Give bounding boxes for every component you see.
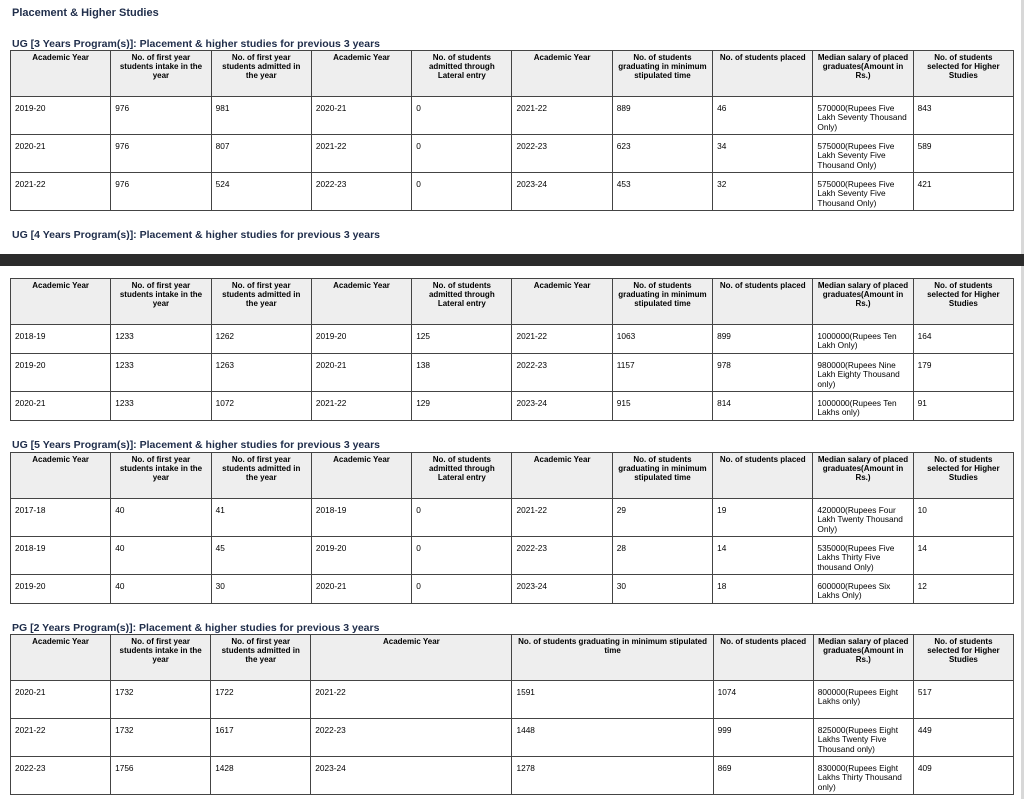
- table-cell: 0: [412, 135, 512, 173]
- column-header: No. of first year students intake in the year: [111, 635, 211, 681]
- column-header: Academic Year: [512, 279, 612, 325]
- table-row: [11, 325, 1014, 354]
- column-header: No. of students graduating in minimum stipulated time: [612, 51, 712, 97]
- column-header: Academic Year: [11, 635, 111, 681]
- table-cell: 2023-24: [512, 173, 612, 211]
- table-cell: 2022-23: [11, 757, 111, 795]
- table-cell: 2021-22: [512, 97, 612, 135]
- table-cell: 2017-18: [11, 499, 111, 537]
- table-cell: 2018-19: [11, 537, 111, 575]
- table-cell: 2021-22: [311, 135, 411, 173]
- table-ug3: [10, 50, 1014, 211]
- table-cell: 1233: [111, 392, 211, 421]
- table-cell: 34: [713, 135, 813, 173]
- table-row: [11, 354, 1014, 392]
- column-header: Median salary of placed graduates(Amount in Rs.): [813, 635, 913, 681]
- column-header: No. of first year students admitted in the year: [211, 51, 311, 97]
- table-cell: 1262: [211, 325, 311, 354]
- table-cell: 2019-20: [11, 575, 111, 604]
- table-row: [11, 173, 1014, 211]
- table-cell: 869: [713, 757, 813, 795]
- table-cell: 1428: [211, 757, 311, 795]
- column-header: Academic Year: [311, 51, 411, 97]
- column-header: No. of students admitted through Lateral entry: [412, 279, 512, 325]
- column-header: No. of first year students intake in the year: [111, 453, 211, 499]
- table-cell: 1732: [111, 719, 211, 757]
- column-header: No. of students placed: [713, 279, 813, 325]
- column-header: No. of students selected for Higher Studies: [913, 279, 1013, 325]
- column-header: No. of first year students admitted in the year: [211, 453, 311, 499]
- table-cell: 45: [211, 537, 311, 575]
- column-header: No. of first year students intake in the year: [111, 51, 211, 97]
- table-cell: 524: [211, 173, 311, 211]
- table-cell: 32: [713, 173, 813, 211]
- table-row: [11, 97, 1014, 135]
- table-cell: 129: [412, 392, 512, 421]
- column-header: No. of first year students admitted in the year: [211, 279, 311, 325]
- table-cell: 2022-23: [512, 537, 612, 575]
- table-cell: 41: [211, 499, 311, 537]
- table-cell: 1074: [713, 681, 813, 719]
- table-cell: 12: [913, 575, 1013, 604]
- table-cell: 2020-21: [311, 354, 411, 392]
- table-cell: 421: [913, 173, 1013, 211]
- table-cell: 125: [412, 325, 512, 354]
- table-cell: 2019-20: [311, 325, 411, 354]
- table-cell: 2023-24: [512, 392, 612, 421]
- column-header: Median salary of placed graduates(Amount in Rs.): [813, 453, 913, 499]
- table-cell: 980000(Rupees Nine Lakh Eighty Thousand only): [813, 354, 913, 392]
- table-cell: 0: [412, 173, 512, 211]
- section-title-ug3: UG [3 Years Program(s)]: Placement & higher studies for previous 3 years: [12, 38, 381, 50]
- table-cell: 2019-20: [311, 537, 411, 575]
- table-cell: 2021-22: [11, 719, 111, 757]
- column-header: No. of students selected for Higher Studies: [913, 51, 1013, 97]
- table-cell: 623: [612, 135, 712, 173]
- column-header: Academic Year: [11, 279, 111, 325]
- table-cell: 2020-21: [311, 575, 411, 604]
- table-cell: 18: [713, 575, 813, 604]
- table-ug5: [10, 452, 1014, 604]
- table-cell: 2021-22: [311, 392, 411, 421]
- section-title-ug5: UG [5 Years Program(s)]: Placement & higher studies for previous 3 years: [12, 439, 381, 451]
- table-cell: 449: [913, 719, 1013, 757]
- table-cell: 825000(Rupees Eight Lakhs Twenty Five Thousand only): [813, 719, 913, 757]
- table-cell: 2018-19: [11, 325, 111, 354]
- table-cell: 453: [612, 173, 712, 211]
- table-cell: 999: [713, 719, 813, 757]
- column-header: No. of first year students intake in the year: [111, 279, 211, 325]
- table-cell: 1072: [211, 392, 311, 421]
- table-cell: 830000(Rupees Eight Lakhs Thirty Thousand only): [813, 757, 913, 795]
- column-header: Academic Year: [512, 453, 612, 499]
- column-header: No. of students admitted through Lateral entry: [412, 453, 512, 499]
- table-cell: 1233: [111, 354, 211, 392]
- table-cell: 40: [111, 575, 211, 604]
- table-cell: 843: [913, 97, 1013, 135]
- table-cell: 1000000(Rupees Ten Lakh Only): [813, 325, 913, 354]
- column-header: Academic Year: [512, 51, 612, 97]
- table-cell: 10: [913, 499, 1013, 537]
- table-cell: 2020-21: [11, 392, 111, 421]
- table-cell: 800000(Rupees Eight Lakhs only): [813, 681, 913, 719]
- column-header: No. of students graduating in minimum stipulated time: [512, 635, 713, 681]
- column-header: Median salary of placed graduates(Amount in Rs.): [813, 51, 913, 97]
- table-row: [11, 537, 1014, 575]
- table-cell: 2019-20: [11, 354, 111, 392]
- page-title: Placement & Higher Studies: [12, 7, 159, 19]
- table-cell: 981: [211, 97, 311, 135]
- table-cell: 0: [412, 97, 512, 135]
- table-cell: 2021-22: [512, 499, 612, 537]
- table-cell: 535000(Rupees Five Lakhs Thirty Five thousand Only): [813, 537, 913, 575]
- table-cell: 1732: [111, 681, 211, 719]
- table-cell: 1233: [111, 325, 211, 354]
- table-cell: 2021-22: [311, 681, 512, 719]
- column-header: No. of students placed: [713, 453, 813, 499]
- table-cell: 976: [111, 173, 211, 211]
- table-cell: 2020-21: [311, 97, 411, 135]
- table-cell: 575000(Rupees Five Lakh Seventy Five Thousand Only): [813, 135, 913, 173]
- column-header: No. of students admitted through Lateral entry: [412, 51, 512, 97]
- section-title-ug4: UG [4 Years Program(s)]: Placement & higher studies for previous 3 years: [12, 229, 381, 241]
- column-header: Academic Year: [311, 635, 512, 681]
- table-cell: 814: [713, 392, 813, 421]
- table-cell: 1448: [512, 719, 713, 757]
- table-cell: 2021-22: [512, 325, 612, 354]
- table-cell: 1756: [111, 757, 211, 795]
- table-row: [11, 681, 1014, 719]
- table-cell: 1591: [512, 681, 713, 719]
- table-cell: 19: [713, 499, 813, 537]
- column-header: Academic Year: [311, 279, 411, 325]
- table-cell: 46: [713, 97, 813, 135]
- dark-divider-bar: [0, 254, 1024, 266]
- table-row: [11, 135, 1014, 173]
- table-cell: 14: [913, 537, 1013, 575]
- table-cell: 1000000(Rupees Ten Lakhs only): [813, 392, 913, 421]
- table-cell: 40: [111, 537, 211, 575]
- table-cell: 2023-24: [512, 575, 612, 604]
- table-cell: 409: [913, 757, 1013, 795]
- column-header: No. of students selected for Higher Studies: [913, 453, 1013, 499]
- table-cell: 570000(Rupees Five Lakh Seventy Thousand Only): [813, 97, 913, 135]
- table-cell: 2020-21: [11, 681, 111, 719]
- table-cell: 2019-20: [11, 97, 111, 135]
- table-cell: 0: [412, 575, 512, 604]
- table-cell: 899: [713, 325, 813, 354]
- table-cell: 2020-21: [11, 135, 111, 173]
- table-cell: 1722: [211, 681, 311, 719]
- table-cell: 138: [412, 354, 512, 392]
- table-cell: 2022-23: [311, 719, 512, 757]
- table-cell: 40: [111, 499, 211, 537]
- table-cell: 0: [412, 537, 512, 575]
- table-cell: 91: [913, 392, 1013, 421]
- table-cell: 889: [612, 97, 712, 135]
- table-row: [11, 575, 1014, 604]
- table-cell: 420000(Rupees Four Lakh Twenty Thousand Only): [813, 499, 913, 537]
- table-cell: 2022-23: [512, 354, 612, 392]
- table-cell: 807: [211, 135, 311, 173]
- table-cell: 28: [612, 537, 712, 575]
- table-cell: 2022-23: [512, 135, 612, 173]
- table-cell: 915: [612, 392, 712, 421]
- table-cell: 1617: [211, 719, 311, 757]
- column-header: No. of students graduating in minimum stipulated time: [612, 453, 712, 499]
- table-row: [11, 719, 1014, 757]
- column-header: No. of students placed: [713, 51, 813, 97]
- table-ug4: [10, 278, 1014, 421]
- table-cell: 30: [211, 575, 311, 604]
- table-cell: 30: [612, 575, 712, 604]
- table-cell: 978: [713, 354, 813, 392]
- table-cell: 1063: [612, 325, 712, 354]
- column-header: No. of students selected for Higher Studies: [913, 635, 1013, 681]
- table-cell: 2021-22: [11, 173, 111, 211]
- table-cell: 600000(Rupees Six Lakhs Only): [813, 575, 913, 604]
- table-cell: 0: [412, 499, 512, 537]
- column-header: No. of first year students admitted in the year: [211, 635, 311, 681]
- table-cell: 1157: [612, 354, 712, 392]
- table-row: [11, 392, 1014, 421]
- table-cell: 29: [612, 499, 712, 537]
- table-cell: 976: [111, 135, 211, 173]
- table-cell: 164: [913, 325, 1013, 354]
- table-cell: 2022-23: [311, 173, 411, 211]
- section-title-pg2: PG [2 Years Program(s)]: Placement & higher studies for previous 3 years: [12, 622, 380, 634]
- table-cell: 517: [913, 681, 1013, 719]
- column-header: No. of students graduating in minimum stipulated time: [612, 279, 712, 325]
- column-header: Median salary of placed graduates(Amount in Rs.): [813, 279, 913, 325]
- table-cell: 1263: [211, 354, 311, 392]
- column-header: Academic Year: [311, 453, 411, 499]
- table-row: [11, 499, 1014, 537]
- table-cell: 179: [913, 354, 1013, 392]
- table-pg2: [10, 634, 1014, 795]
- table-cell: 976: [111, 97, 211, 135]
- table-cell: 1278: [512, 757, 713, 795]
- table-cell: 2023-24: [311, 757, 512, 795]
- table-cell: 2018-19: [311, 499, 411, 537]
- column-header: Academic Year: [11, 453, 111, 499]
- table-cell: 14: [713, 537, 813, 575]
- column-header: Academic Year: [11, 51, 111, 97]
- table-row: [11, 757, 1014, 795]
- table-cell: 589: [913, 135, 1013, 173]
- table-cell: 575000(Rupees Five Lakh Seventy Five Thousand Only): [813, 173, 913, 211]
- column-header: No. of students placed: [713, 635, 813, 681]
